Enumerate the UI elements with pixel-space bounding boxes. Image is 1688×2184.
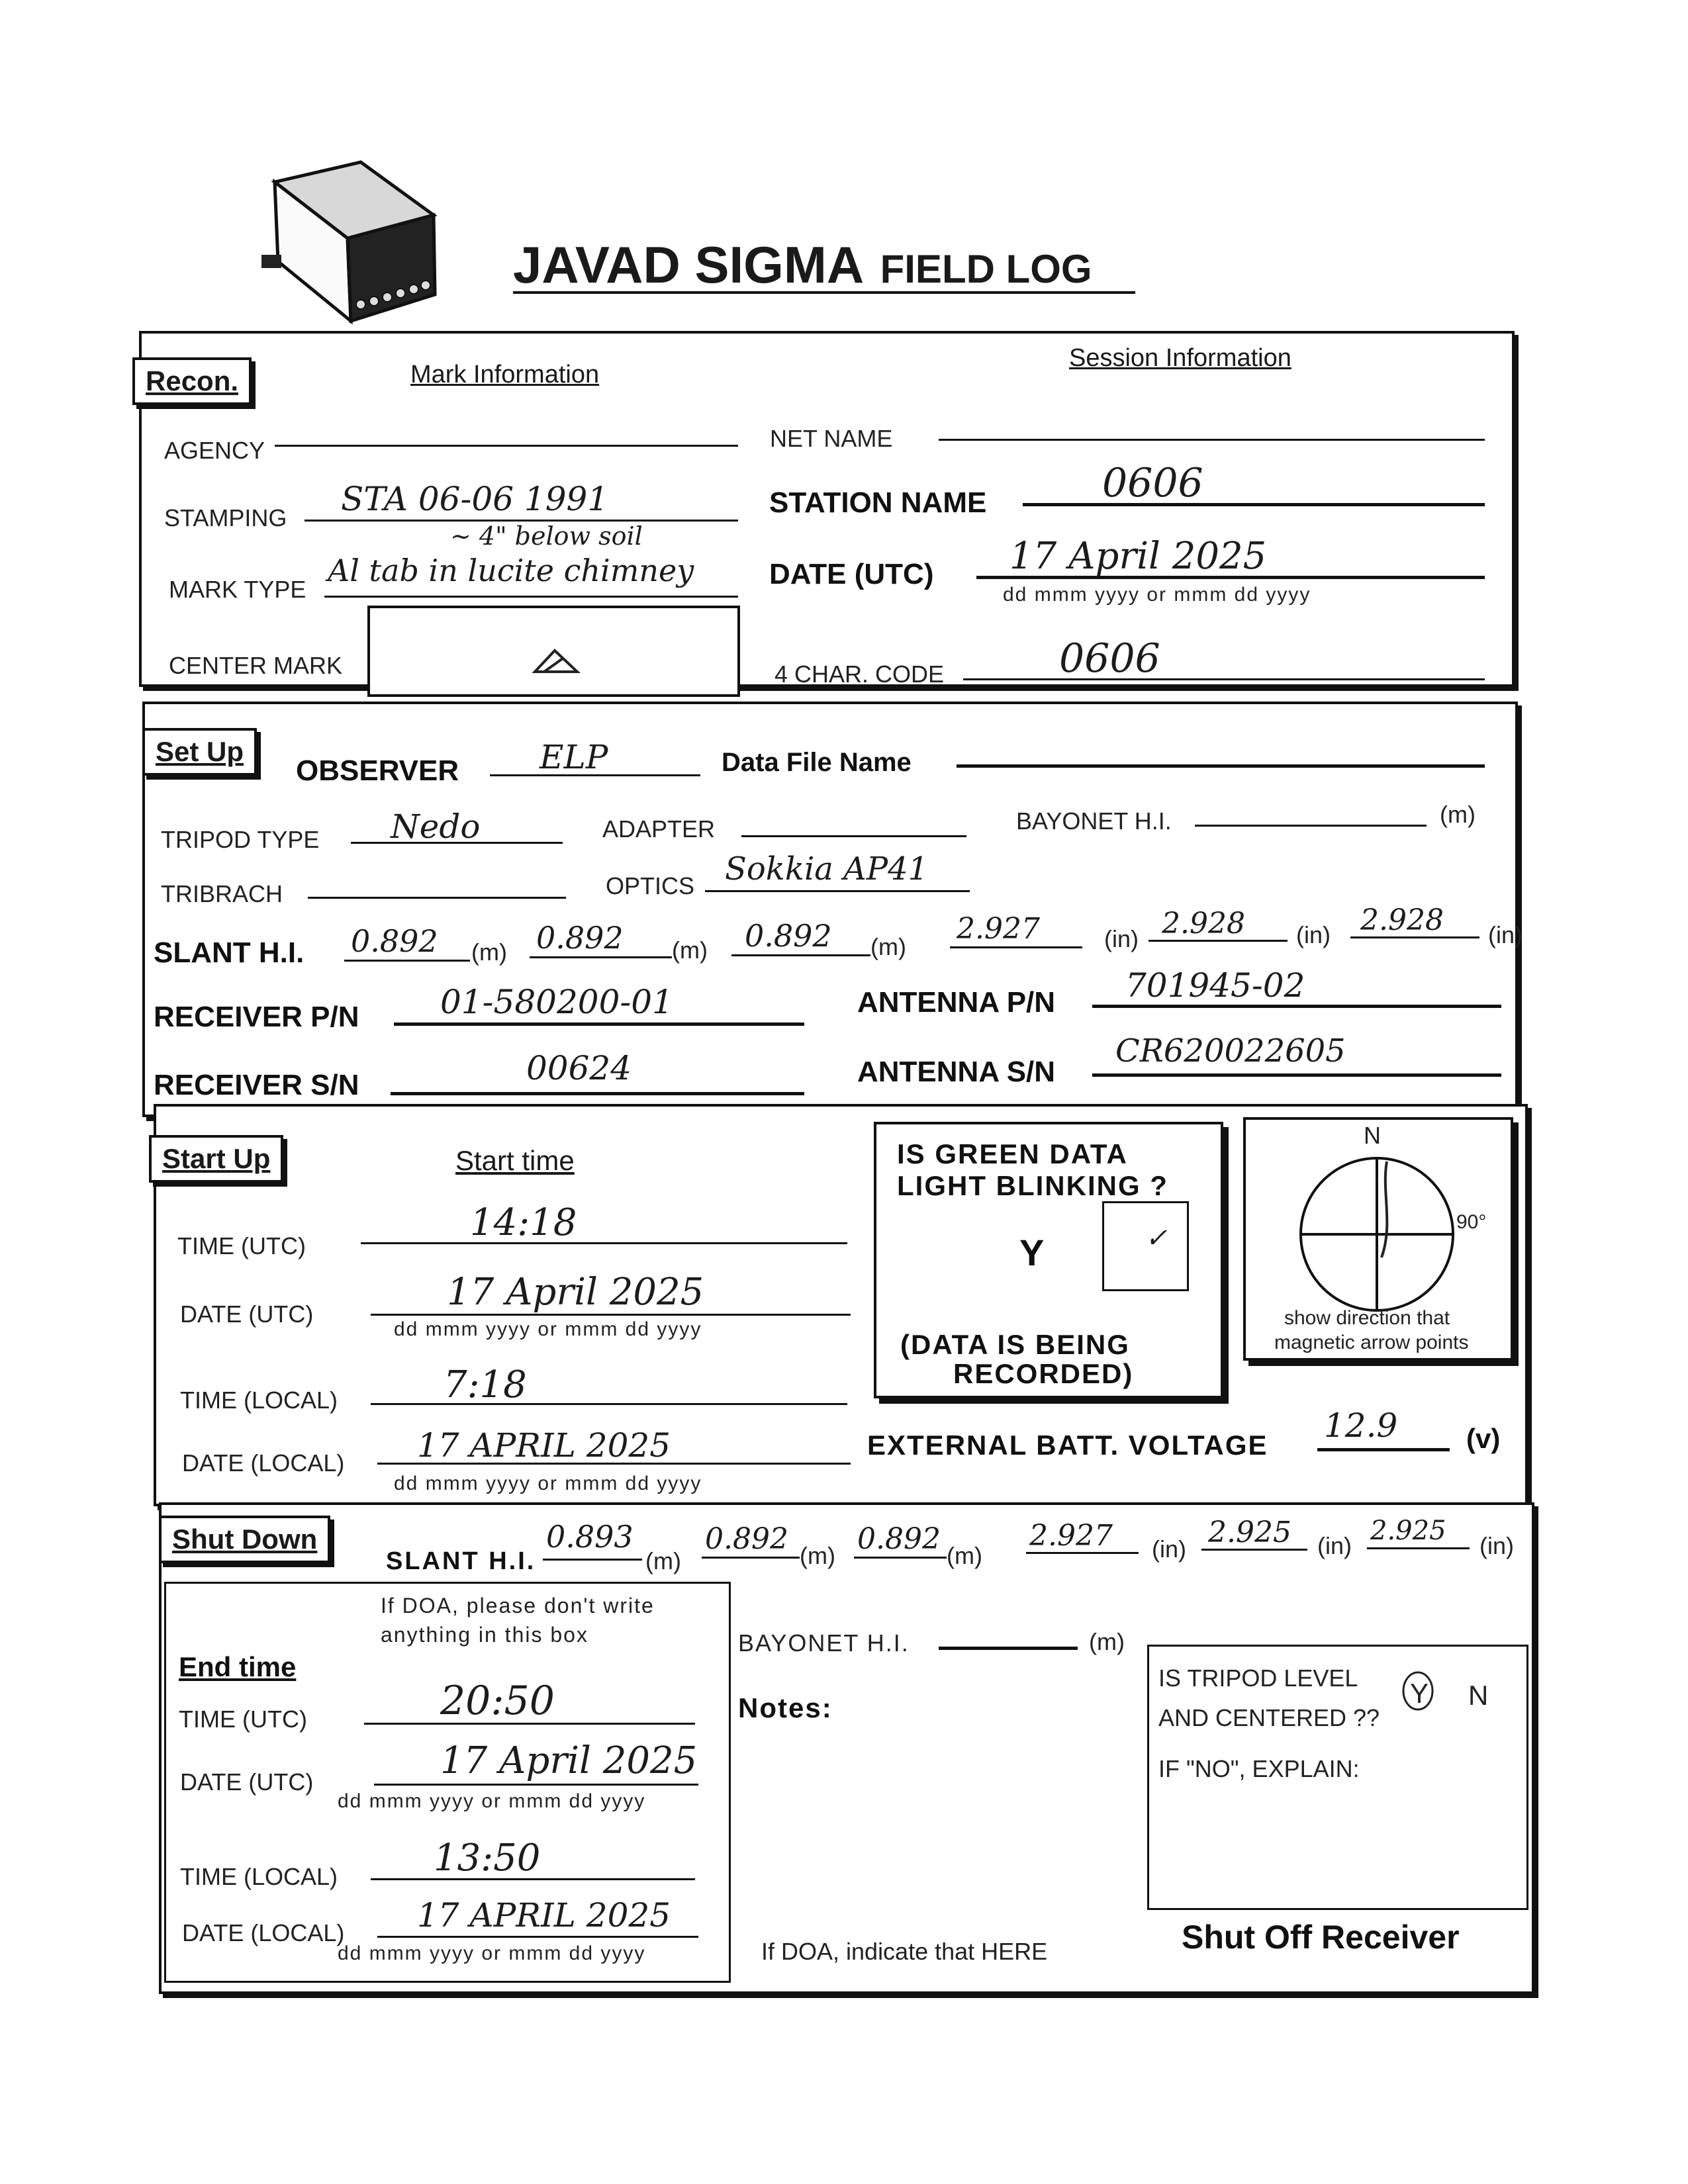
setup-slant-unit-4: (in) <box>1104 925 1139 952</box>
end-date-utc-label: DATE (UTC) <box>180 1768 314 1796</box>
char-code-label: 4 CHAR. CODE <box>774 660 945 688</box>
stamping-value[interactable]: STA 06-06 1991 <box>341 480 609 518</box>
setup-slant-value-2[interactable]: 0.892 <box>536 920 624 956</box>
recon-date-label: DATE (UTC) <box>769 558 934 590</box>
startup-tab: Start Up <box>149 1135 283 1183</box>
end-date-utc-line <box>374 1784 698 1786</box>
receiver-sn-value[interactable]: 00624 <box>526 1049 632 1087</box>
adapter-line <box>741 835 966 837</box>
end-time-utc-value[interactable]: 20:50 <box>440 1678 555 1724</box>
setup-slant-label: SLANT H.I. <box>154 936 305 969</box>
shutdown-slant-line-4 <box>1026 1552 1139 1554</box>
tripod-level-question: IS TRIPOD LEVEL <box>1158 1664 1358 1692</box>
compass-north: N <box>1364 1122 1381 1149</box>
setup-slant-value-1[interactable]: 0.892 <box>351 923 438 959</box>
shutdown-slant-unit-5: (in) <box>1317 1532 1352 1559</box>
center-mark-label: CENTER MARK <box>169 652 343 679</box>
end-date-local-format: dd mmm yyyy or mmm dd yyyy <box>338 1942 646 1964</box>
antenna-pn-label: ANTENNA P/N <box>857 986 1056 1019</box>
optics-value[interactable]: Sokkia AP41 <box>725 850 929 887</box>
start-time-local-label: TIME (LOCAL) <box>180 1387 338 1414</box>
setup-tab: Set Up <box>142 728 257 776</box>
bayonet-label: BAYONET H.I. <box>1016 807 1172 835</box>
tripod-explain-label: IF "NO", EXPLAIN: <box>1158 1755 1360 1782</box>
agency-label: AGENCY <box>164 437 265 464</box>
mark-type-value[interactable]: Al tab in lucite chimney <box>328 553 694 588</box>
data-file-line <box>957 764 1485 768</box>
bayonet-unit: (m) <box>1440 801 1476 828</box>
notes-label: Notes: <box>738 1692 833 1723</box>
observer-value[interactable]: ELP <box>539 738 608 776</box>
tripod-type-label: TRIPOD TYPE <box>161 826 320 853</box>
title-main: JAVAD SIGMA <box>513 236 865 294</box>
setup-slant-value-6[interactable]: 2.928 <box>1360 903 1444 937</box>
tribrach-label: TRIBRACH <box>161 880 283 907</box>
receiver-device-icon <box>261 156 447 341</box>
setup-slant-unit-6: (in) <box>1488 921 1523 948</box>
optics-line <box>705 890 970 892</box>
green-light-check: ✓ <box>1145 1223 1168 1253</box>
data-recorded-text-2: RECORDED) <box>953 1358 1134 1389</box>
start-date-local-format: dd mmm yyyy or mmm dd yyyy <box>394 1473 702 1494</box>
receiver-pn-line <box>394 1023 804 1026</box>
doa-note-2: anything in this box <box>381 1623 588 1647</box>
compass-note-2: magnetic arrow points <box>1274 1332 1469 1353</box>
shutdown-bayonet-line <box>939 1647 1078 1650</box>
shutdown-slant-unit-1: (m) <box>645 1547 681 1574</box>
batt-line <box>1317 1448 1450 1451</box>
antenna-sn-value[interactable]: CR620022605 <box>1115 1032 1346 1069</box>
shutdown-slant-value-5[interactable]: 2.925 <box>1208 1516 1291 1549</box>
batt-label: EXTERNAL BATT. VOLTAGE <box>867 1430 1268 1461</box>
mark-info-heading: Mark Information <box>410 361 600 388</box>
start-date-local-label: DATE (LOCAL) <box>182 1449 345 1477</box>
antenna-pn-value[interactable]: 701945-02 <box>1125 966 1305 1005</box>
tripod-no-option[interactable]: N <box>1468 1680 1489 1711</box>
compass-90: 90° <box>1456 1211 1487 1233</box>
shutdown-tab: Shut Down <box>159 1516 330 1563</box>
compass-note: show direction that <box>1284 1307 1450 1329</box>
agency-line <box>275 445 738 447</box>
compass-circle-icon <box>1294 1152 1460 1317</box>
form-title <box>513 235 1092 295</box>
station-name-line <box>1023 503 1485 506</box>
title-underline <box>513 291 1135 294</box>
shutdown-bayonet-unit: (m) <box>1089 1628 1125 1655</box>
start-date-utc-value[interactable]: 17 April 2025 <box>447 1271 704 1314</box>
start-time-utc-line <box>361 1242 847 1244</box>
setup-slant-value-4[interactable]: 2.927 <box>957 912 1040 946</box>
antenna-sn-line <box>1092 1073 1501 1077</box>
data-file-label: Data File Name <box>722 748 912 777</box>
end-date-local-line <box>377 1936 698 1938</box>
setup-slant-line-2 <box>530 956 672 958</box>
start-time-local-line <box>371 1403 847 1405</box>
green-light-yes: Y <box>1019 1232 1045 1273</box>
start-time-local-value[interactable]: 7:18 <box>444 1363 527 1406</box>
optics-label: OPTICS <box>606 872 695 899</box>
setup-slant-unit-5: (in) <box>1296 921 1331 948</box>
antenna-pn-line <box>1092 1005 1501 1008</box>
start-date-utc-line <box>371 1314 851 1316</box>
setup-slant-line-1 <box>344 960 470 962</box>
setup-slant-line-4 <box>950 946 1082 948</box>
end-time-local-label: TIME (LOCAL) <box>180 1863 338 1890</box>
start-time-heading: Start time <box>455 1145 575 1176</box>
end-date-utc-value[interactable]: 17 April 2025 <box>440 1739 698 1782</box>
start-date-utc-format: dd mmm yyyy or mmm dd yyyy <box>394 1318 702 1340</box>
shutdown-bayonet-label: BAYONET H.I. <box>738 1629 910 1657</box>
setup-slant-unit-2: (m) <box>672 936 708 964</box>
tribrach-line <box>308 897 566 899</box>
end-date-local-label: DATE (LOCAL) <box>182 1919 345 1946</box>
end-time-heading: End time <box>179 1651 297 1682</box>
stamping-label: STAMPING <box>164 504 287 531</box>
end-time-local-value[interactable]: 13:50 <box>434 1837 541 1880</box>
recon-date-format: dd mmm yyyy or mmm dd yyyy <box>1003 584 1311 606</box>
setup-slant-unit-3: (m) <box>870 933 906 960</box>
shutdown-slant-value-1[interactable]: 0.893 <box>546 1519 633 1555</box>
setup-slant-unit-1: (m) <box>471 938 507 966</box>
doa-note: If DOA, please don't write <box>381 1594 655 1617</box>
shut-off-receiver: Shut Off Receiver <box>1182 1919 1460 1956</box>
end-date-local-value[interactable]: 17 APRIL 2025 <box>417 1896 671 1934</box>
shutdown-slant-label: SLANT H.I. <box>386 1547 536 1575</box>
start-time-utc-label: TIME (UTC) <box>177 1232 306 1259</box>
batt-value[interactable]: 12.9 <box>1324 1406 1398 1445</box>
shutdown-slant-line-3 <box>854 1557 947 1559</box>
shutdown-slant-line-2 <box>702 1557 800 1559</box>
mark-type-line <box>324 596 738 598</box>
tripod-yes-option[interactable]: Y <box>1410 1678 1429 1709</box>
doa-indicate-text: If DOA, indicate that HERE <box>761 1938 1048 1965</box>
antenna-sn-label: ANTENNA S/N <box>857 1056 1056 1088</box>
shutdown-slant-line-6 <box>1367 1547 1470 1549</box>
tripod-type-value[interactable]: Nedo <box>391 807 481 846</box>
shutdown-slant-value-3[interactable]: 0.892 <box>857 1522 941 1556</box>
title-sub: FIELD LOG <box>880 247 1092 291</box>
start-time-utc-value[interactable]: 14:18 <box>470 1201 577 1244</box>
end-date-utc-format: dd mmm yyyy or mmm dd yyyy <box>338 1790 646 1812</box>
recon-tab: Recon. <box>132 357 252 405</box>
setup-slant-value-3[interactable]: 0.892 <box>745 918 832 954</box>
start-date-local-value[interactable]: 17 APRIL 2025 <box>417 1426 671 1465</box>
shutdown-slant-value-4[interactable]: 2.927 <box>1029 1519 1113 1553</box>
setup-slant-value-5[interactable]: 2.928 <box>1162 907 1245 940</box>
shutdown-slant-unit-3: (m) <box>947 1542 982 1569</box>
tripod-level-question-2: AND CENTERED ?? <box>1158 1704 1380 1731</box>
shutdown-slant-line-1 <box>543 1559 642 1561</box>
batt-unit: (v) <box>1466 1423 1501 1454</box>
adapter-label: ADAPTER <box>602 815 716 842</box>
start-date-utc-label: DATE (UTC) <box>180 1300 314 1328</box>
setup-slant-line-3 <box>731 954 870 956</box>
net-name-line <box>939 439 1485 441</box>
recon-date-value[interactable]: 17 April 2025 <box>1009 535 1267 578</box>
data-recorded-text: (DATA IS BEING <box>900 1329 1130 1360</box>
session-info-heading: Session Information <box>1069 344 1291 372</box>
shutdown-slant-value-6[interactable]: 2.925 <box>1370 1516 1446 1546</box>
bayonet-line <box>1195 825 1427 827</box>
end-time-utc-label: TIME (UTC) <box>179 1706 307 1733</box>
char-code-line <box>963 678 1485 680</box>
receiver-sn-label: RECEIVER S/N <box>154 1069 359 1101</box>
mark-note[interactable]: ~ 4" below soil <box>450 522 643 551</box>
shutdown-slant-unit-6: (in) <box>1479 1532 1514 1559</box>
tripod-yes-circle-icon <box>1398 1668 1438 1714</box>
net-name-label: NET NAME <box>770 425 893 452</box>
observer-label: OBSERVER <box>296 754 459 787</box>
notes-area[interactable] <box>738 1734 1109 1906</box>
shutdown-slant-value-2[interactable]: 0.892 <box>705 1522 788 1556</box>
receiver-sn-line <box>391 1092 804 1095</box>
char-code-value[interactable]: 0606 <box>1059 635 1160 682</box>
shutdown-slant-line-5 <box>1201 1549 1307 1551</box>
receiver-pn-label: RECEIVER P/N <box>154 1001 359 1033</box>
shutdown-slant-unit-4: (in) <box>1152 1535 1186 1563</box>
green-light-question-2: LIGHT BLINKING ? <box>897 1170 1168 1201</box>
center-mark-symbol <box>530 645 583 678</box>
station-name-label: STATION NAME <box>769 486 987 519</box>
receiver-pn-value[interactable]: 01-580200-01 <box>440 983 673 1021</box>
shutdown-slant-unit-2: (m) <box>800 1542 835 1569</box>
green-light-question: IS GREEN DATA <box>897 1138 1128 1169</box>
station-name-value[interactable]: 0606 <box>1102 460 1203 506</box>
mark-type-label: MARK TYPE <box>169 576 306 603</box>
